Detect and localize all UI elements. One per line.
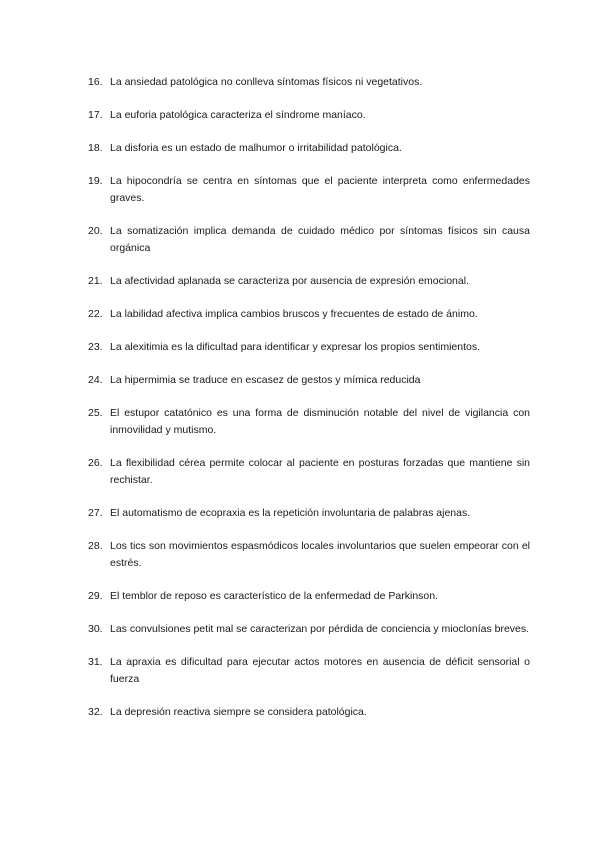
statement-list bbox=[88, 74, 530, 737]
list-item bbox=[88, 339, 530, 356]
item-number: 25. bbox=[88, 407, 103, 419]
list-item bbox=[88, 621, 530, 638]
list-item bbox=[88, 140, 530, 157]
item-text: La somatización implica demanda de cuidado médico por síntomas físicos sin causa orgánica bbox=[110, 225, 530, 254]
item-number: 32. bbox=[88, 706, 103, 718]
item-text: La labilidad afectiva implica cambios bruscos y frecuentes de estado de ánimo. bbox=[110, 308, 478, 320]
list-item bbox=[88, 223, 530, 257]
item-text: La depresión reactiva siempre se considera patológica. bbox=[110, 706, 367, 718]
item-number: 21. bbox=[88, 275, 103, 287]
item-number: 27. bbox=[88, 507, 103, 519]
list-item bbox=[88, 704, 530, 721]
list-item bbox=[88, 306, 530, 323]
item-text: La hipocondría se centra en síntomas que el paciente interpreta como enfermedades graves. bbox=[110, 175, 530, 204]
item-text: Las convulsiones petit mal se caracterizan por pérdida de conciencia y mioclonías breves. bbox=[110, 623, 530, 635]
item-text: El temblor de reposo es característico de la enfermedad de Parkinson. bbox=[110, 590, 439, 602]
list-item bbox=[88, 372, 530, 389]
item-text: La apraxia es dificultad para ejecutar actos motores en ausencia de déficit sensorial o fuerza bbox=[110, 656, 530, 685]
item-number: 22. bbox=[88, 308, 103, 320]
item-number: 31. bbox=[88, 656, 103, 668]
list-item bbox=[88, 505, 530, 522]
list-item bbox=[88, 273, 530, 290]
item-number: 24. bbox=[88, 374, 103, 386]
item-text: La hipermimia se traduce en escasez de gestos y mímica reducida bbox=[110, 374, 421, 386]
item-text: El automatismo de ecopraxia es la repetición involuntaria de palabras ajenas. bbox=[110, 507, 471, 519]
item-text: La disforia es un estado de malhumor o irritabilidad patológica. bbox=[110, 142, 402, 154]
item-text: La euforia patológica caracteriza el síndrome maníaco. bbox=[110, 109, 366, 121]
item-text: Los tics son movimientos espasmódicos locales involuntarios que suelen empeorar con el estrés. bbox=[110, 540, 530, 569]
item-text: El estupor catatónico es una forma de disminución notable del nivel de vigilancia con inmovilidad y mutismo. bbox=[110, 407, 530, 436]
item-text: La alexitimia es la dificultad para identificar y expresar los propios sentimientos. bbox=[110, 341, 481, 353]
item-text: La ansiedad patológica no conlleva síntomas físicos ni vegetativos. bbox=[110, 76, 423, 88]
list-item bbox=[88, 173, 530, 207]
item-number: 28. bbox=[88, 540, 103, 552]
list-item bbox=[88, 74, 530, 91]
item-number: 29. bbox=[88, 590, 103, 602]
item-number: 30. bbox=[88, 623, 103, 635]
item-number: 16. bbox=[88, 76, 103, 88]
item-number: 17. bbox=[88, 109, 103, 121]
item-number: 26. bbox=[88, 457, 103, 469]
list-item bbox=[88, 654, 530, 688]
item-number: 20. bbox=[88, 225, 103, 237]
item-text: La afectividad aplanada se caracteriza por ausencia de expresión emocional. bbox=[110, 275, 469, 287]
item-text: La flexibilidad cérea permite colocar al paciente en posturas forzadas que mantiene sin rechistar. bbox=[110, 457, 530, 486]
list-item bbox=[88, 455, 530, 489]
item-number: 19. bbox=[88, 175, 103, 187]
list-item bbox=[88, 405, 530, 439]
list-item bbox=[88, 107, 530, 124]
list-item bbox=[88, 588, 530, 605]
item-number: 23. bbox=[88, 341, 103, 353]
item-number: 18. bbox=[88, 142, 103, 154]
list-item bbox=[88, 538, 530, 572]
